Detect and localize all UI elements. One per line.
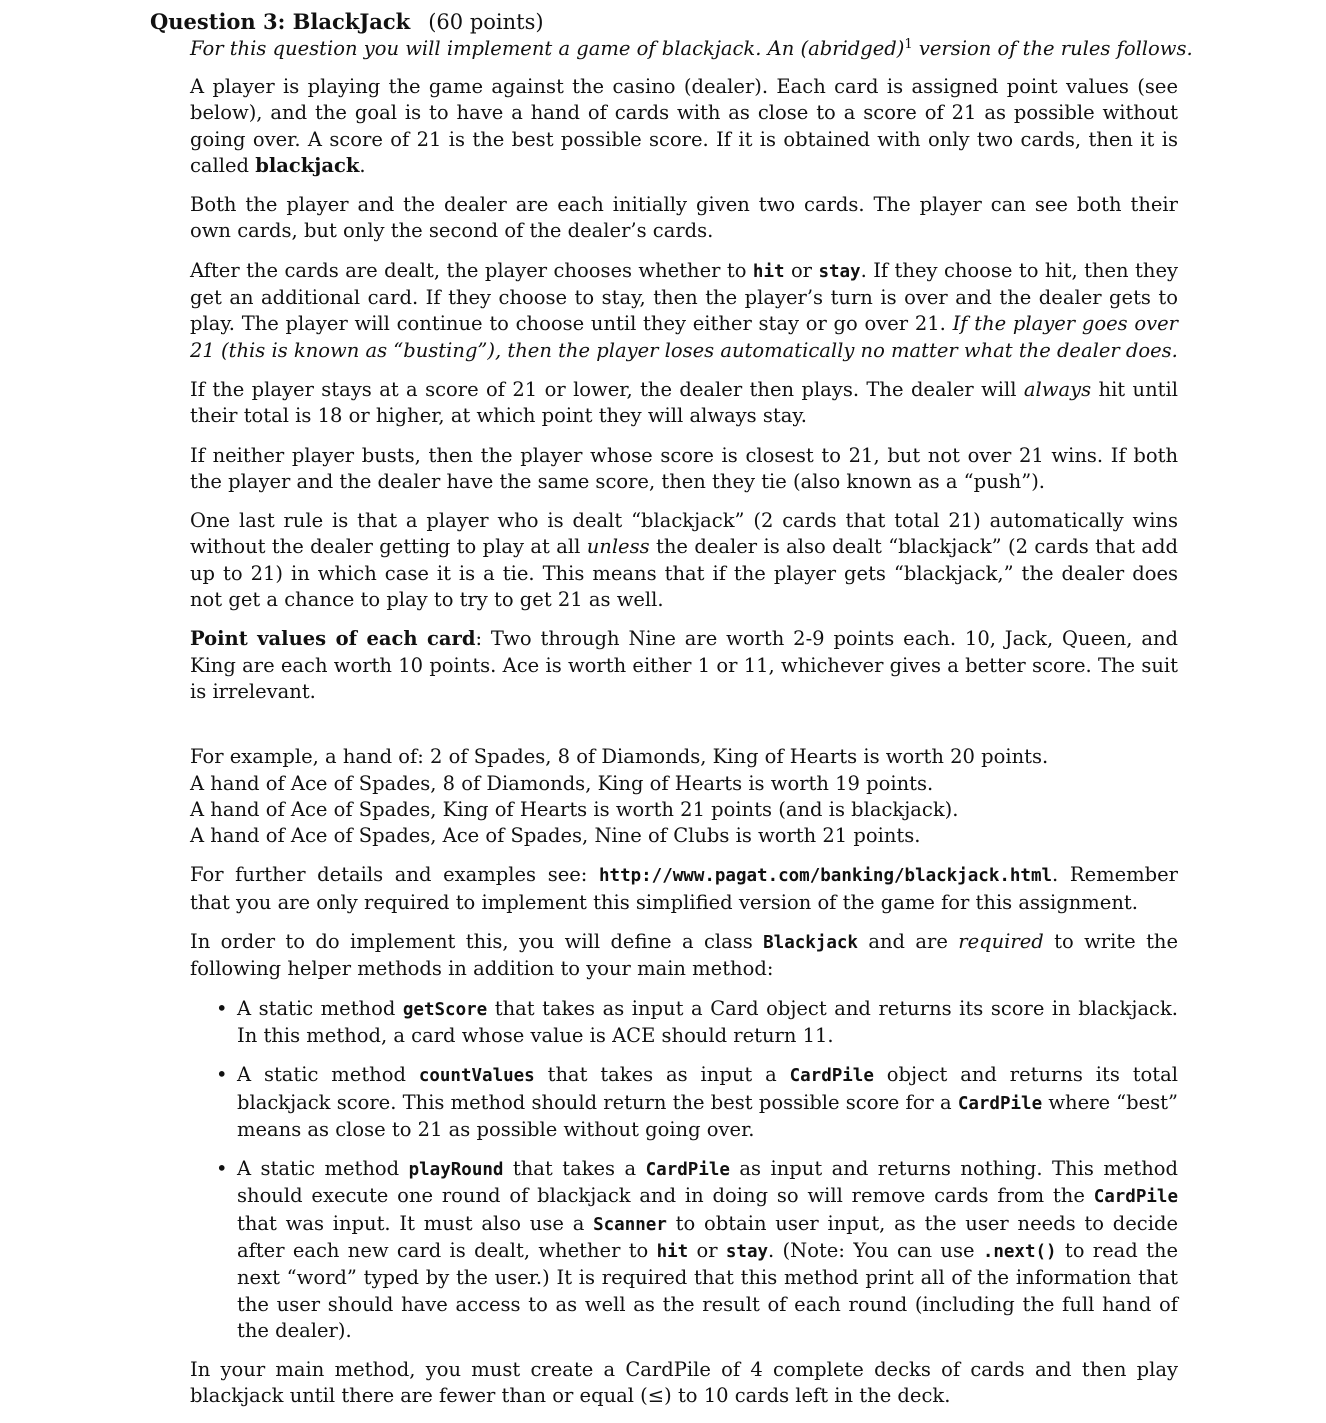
paragraph-examples <box>190 744 1178 849</box>
paragraph-implementation: In order to do implement this, you will define a class Blackjack and are required to write the following helper methods in addition to your main method: <box>190 930 1179 981</box>
example-line: A hand of Ace of Spades, King of Hearts is worth 21 points (and is blackjack). <box>190 797 959 821</box>
intro-text: For this question you will implement a game of blackjack. An (abridged)$^1$ version of the rules follows. <box>190 37 1193 60</box>
question-title: Question 3: BlackJack <box>150 9 411 34</box>
paragraph-overview: A player is playing the game against the casino (dealer). Each card is assigned point values (see below), and the goal is to have a hand of cards with as close to a score of 21 as possible without going over. A score of 21 is the best possible score. If it is obtained with only two cards, then it is called blackjack. <box>190 75 1178 177</box>
paragraph-dealer-plays: If the player stays at a score of 21 or lower, the dealer then plays. The dealer will always hit until their total is 18 or higher, at which point they will always stay. <box>190 377 1178 428</box>
paragraph-point-values: Point values of each card: Two through Nine are worth 2-9 points each. 10, Jack, Queen, and King are each worth 10 points. Ace is worth either 1 or 11, whichever gives a better score. The suit is irrelevant. <box>190 627 1178 703</box>
document-body <box>190 74 1178 1423</box>
paragraph-blackjack-rule: One last rule is that a player who is dealt “blackjack” (2 cards that total 21) automatically wins without the dealer getting to play at all unless the dealer is also dealt “blackjack” (2 cards that add up to 21) in which case it is a tie. This means that if the player gets “blackjack,” the dealer does not get a chance to play to try to get 21 as well. <box>190 509 1178 612</box>
list-item: • A static method playRound that takes a CardPile as input and returns nothing. This method should execute one round of blackjack and in doing so will remove cards from the CardPile that was input. It must also use a Scanner to obtain user input, as the user needs to decide after each new card is dealt, whether to hit or stay. (Note: You can use .next() to read the next “word” typed by the user.) It is required that this method print all of the information that the user should have access to as well as the result of each round (including the full hand of the dealer). <box>216 1157 1178 1342</box>
question-heading <box>150 8 544 36</box>
paragraph-main-method: In your main method, you must create a CardPile of 4 complete decks of cards and then play blackjack until there are fewer than or equal (≤) to 10 cards left in the deck. <box>190 1358 1178 1408</box>
list-item: • A static method countValues that takes as input a CardPile object and returns its total blackjack score. This method should return the best possible score for a CardPile where “best” means as close to 21 as possible without going over. <box>216 1063 1178 1141</box>
bullet-icon: • <box>216 996 228 1020</box>
reference-link[interactable]: http://www.pagat.com/banking/blackjack.html <box>599 866 1053 887</box>
paragraph-hit-or-stay: After the cards are dealt, the player chooses whether to hit or stay. If they choose to hit, then they get an additional card. If they choose to stay, then the player’s turn is over and the dealer gets to play. The player will continue to choose until they either stay or go over 21. If the player goes over 21 (this is known as “busting”), then the player loses automatically no matter what the dealer does. <box>190 258 1178 362</box>
question-points: (60 points) <box>428 10 544 34</box>
list-item: • A static method getScore that takes as input a Card object and returns its score in blackjack. In this method, a card whose value is ACE should return 11. <box>216 996 1178 1047</box>
example-line: A hand of Ace of Spades, Ace of Spades, Nine of Clubs is worth 21 points. <box>190 824 921 848</box>
paragraph-winner: If neither player busts, then the player whose score is closest to 21, but not over 21 wins. If both the player and the dealer have the same score, then they tie (also known as a “push”). <box>190 443 1178 493</box>
method-list <box>190 996 1178 1345</box>
bullet-icon: • <box>216 1157 228 1181</box>
paragraph-further-details: For further details and examples see: http://www.pagat.com/banking/blackjack.html. Remember that you are only required to implement this simplified version of the game for this assignment. <box>190 863 1178 914</box>
example-line: For example, a hand of: 2 of Spades, 8 of Diamonds, King of Hearts is worth 20 points. <box>190 745 1049 769</box>
paragraph-initial-deal: Both the player and the dealer are each initially given two cards. The player can see both their own cards, but only the second of the dealer’s cards. <box>190 193 1178 243</box>
example-line: A hand of Ace of Spades, 8 of Diamonds, King of Hearts is worth 19 points. <box>190 771 934 795</box>
bullet-icon: • <box>216 1063 228 1087</box>
footnote-mark: 1 <box>904 37 913 52</box>
